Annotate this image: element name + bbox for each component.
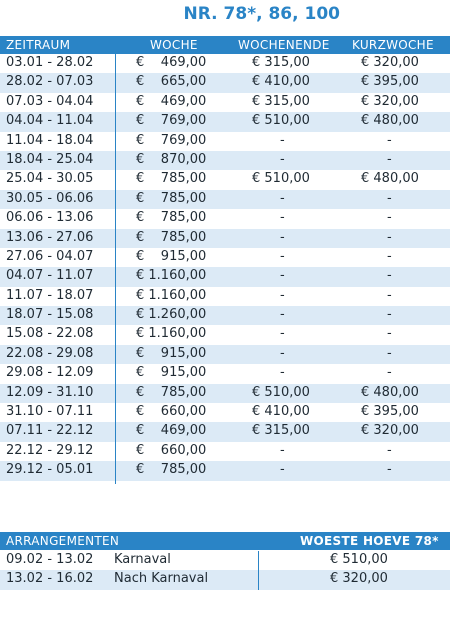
header-period: ZEITRAUM [6,38,71,52]
table-row [0,384,450,403]
period-cell: 27.06 - 04.07 [6,248,94,264]
short-week-price-cell: - [387,132,392,148]
period-cell: 11.07 - 18.07 [6,287,94,303]
arrangement-period-cell: 09.02 - 13.02 [6,552,94,567]
short-week-price-cell: - [387,229,392,245]
period-cell: 04.07 - 11.07 [6,268,94,284]
table-row [0,248,450,267]
week-price-cell: € 1.160,00 [136,326,207,342]
table-row [0,112,450,131]
weekend-price-cell: - [280,345,285,361]
short-week-price-cell: € 480,00 [361,384,419,400]
period-cell: 07.11 - 22.12 [6,423,94,439]
short-week-price-cell: € 395,00 [361,404,419,420]
week-price-cell: € 769,00 [136,113,207,129]
header-week: WOCHE [150,38,198,52]
table-row [0,403,450,422]
weekend-price-cell: - [280,268,285,284]
week-price-cell: € 469,00 [136,423,207,439]
period-cell: 15.08 - 22.08 [6,326,94,342]
short-week-price-cell: - [387,326,392,342]
period-cell: 07.03 - 04.04 [6,93,94,109]
short-week-price-cell: - [387,442,392,458]
weekend-price-cell: - [280,287,285,303]
short-week-price-cell: - [387,345,392,361]
table-row [0,93,450,112]
short-week-price-cell: - [387,462,392,478]
short-week-price-cell: € 480,00 [361,113,419,129]
arrangements-body [0,551,450,590]
weekend-price-cell: - [280,307,285,323]
weekend-price-cell: - [280,210,285,226]
period-cell: 11.04 - 18.04 [6,132,94,148]
weekend-price-cell: - [280,132,285,148]
table-row [0,345,450,364]
header-weekend: WOCHENENDE [238,38,330,52]
column-divider [115,54,116,484]
weekend-price-cell: - [280,326,285,342]
arrangements-divider [258,551,259,590]
week-price-cell: € 469,00 [136,93,207,109]
arrangement-name-cell: Karnaval [114,552,171,567]
table-row [0,287,450,306]
week-price-cell: € 769,00 [136,132,207,148]
table-row [0,364,450,383]
short-week-price-cell: € 395,00 [361,74,419,90]
week-price-cell: € 785,00 [136,384,207,400]
weekend-price-cell: € 410,00 [252,404,310,420]
weekend-price-cell: € 510,00 [252,384,310,400]
period-cell: 25.04 - 30.05 [6,171,94,187]
header-arrangements: ARRANGEMENTEN [6,534,120,548]
table-row [0,54,450,73]
period-cell: 29.12 - 05.01 [6,462,94,478]
period-cell: 12.09 - 31.10 [6,384,94,400]
price-table-body [0,54,450,481]
short-week-price-cell: € 320,00 [361,55,419,70]
period-cell: 28.02 - 07.03 [6,74,94,90]
table-row [0,190,450,209]
table-row [0,442,450,461]
table-row [0,132,450,151]
table-row [0,306,450,325]
arrangement-price-cell: € 510,00 [330,552,388,567]
short-week-price-cell: - [387,287,392,303]
week-price-cell: € 785,00 [136,462,207,478]
short-week-price-cell: - [387,210,392,226]
week-price-cell: € 870,00 [136,151,207,167]
table-row [0,267,450,286]
weekend-price-cell: - [280,462,285,478]
week-price-cell: € 1.260,00 [136,307,207,323]
week-price-cell: € 915,00 [136,248,207,264]
page-title: NR. 78*, 86, 100 [183,4,340,24]
week-price-cell: € 1.160,00 [136,268,207,284]
period-cell: 22.12 - 29.12 [6,442,94,458]
table-row [0,422,450,441]
table-row [0,325,450,344]
header-house: WOESTE HOEVE 78* [300,534,439,548]
period-cell: 31.10 - 07.11 [6,404,94,420]
table-row [0,73,450,92]
period-cell: 13.06 - 27.06 [6,229,94,245]
weekend-price-cell: - [280,151,285,167]
short-week-price-cell: € 320,00 [361,423,419,439]
short-week-price-cell: - [387,307,392,323]
weekend-price-cell: € 510,00 [252,171,310,187]
week-price-cell: € 469,00 [136,55,207,70]
week-price-cell: € 785,00 [136,190,207,206]
weekend-price-cell: € 410,00 [252,74,310,90]
period-cell: 18.04 - 25.04 [6,151,94,167]
arrangement-period-cell: 13.02 - 16.02 [6,571,94,587]
weekend-price-cell: € 510,00 [252,113,310,129]
week-price-cell: € 1.160,00 [136,287,207,303]
period-cell: 29.08 - 12.09 [6,365,94,381]
week-price-cell: € 785,00 [136,171,207,187]
short-week-price-cell: € 480,00 [361,171,419,187]
week-price-cell: € 660,00 [136,404,207,420]
weekend-price-cell: - [280,248,285,264]
header-short-week: KURZWOCHE [352,38,434,52]
weekend-price-cell: € 315,00 [252,55,310,70]
week-price-cell: € 785,00 [136,210,207,226]
period-cell: 22.08 - 29.08 [6,345,94,361]
weekend-price-cell: € 315,00 [252,93,310,109]
arrangement-price-cell: € 320,00 [330,571,388,587]
period-cell: 06.06 - 13.06 [6,210,94,226]
week-price-cell: € 915,00 [136,365,207,381]
arrangement-name-cell: Nach Karnaval [114,571,209,587]
short-week-price-cell: - [387,268,392,284]
short-week-price-cell: - [387,190,392,206]
weekend-price-cell: - [280,442,285,458]
table-row [0,209,450,228]
short-week-price-cell: - [387,365,392,381]
weekend-price-cell: € 315,00 [252,423,310,439]
weekend-price-cell: - [280,365,285,381]
period-cell: 03.01 - 28.02 [6,55,94,70]
table-row [0,229,450,248]
table-row [0,151,450,170]
period-cell: 04.04 - 11.04 [6,113,94,129]
weekend-price-cell: - [280,190,285,206]
week-price-cell: € 665,00 [136,74,207,90]
arrangement-row [0,551,450,570]
week-price-cell: € 785,00 [136,229,207,245]
period-cell: 18.07 - 15.08 [6,307,94,323]
week-price-cell: € 660,00 [136,442,207,458]
arrangements-header [0,532,450,550]
table-row [0,170,450,189]
price-table-header [0,36,450,54]
short-week-price-cell: € 320,00 [361,93,419,109]
short-week-price-cell: - [387,248,392,264]
weekend-price-cell: - [280,229,285,245]
period-cell: 30.05 - 06.06 [6,190,94,206]
week-price-cell: € 915,00 [136,345,207,361]
arrangement-row [0,570,450,589]
short-week-price-cell: - [387,151,392,167]
table-row [0,461,450,480]
